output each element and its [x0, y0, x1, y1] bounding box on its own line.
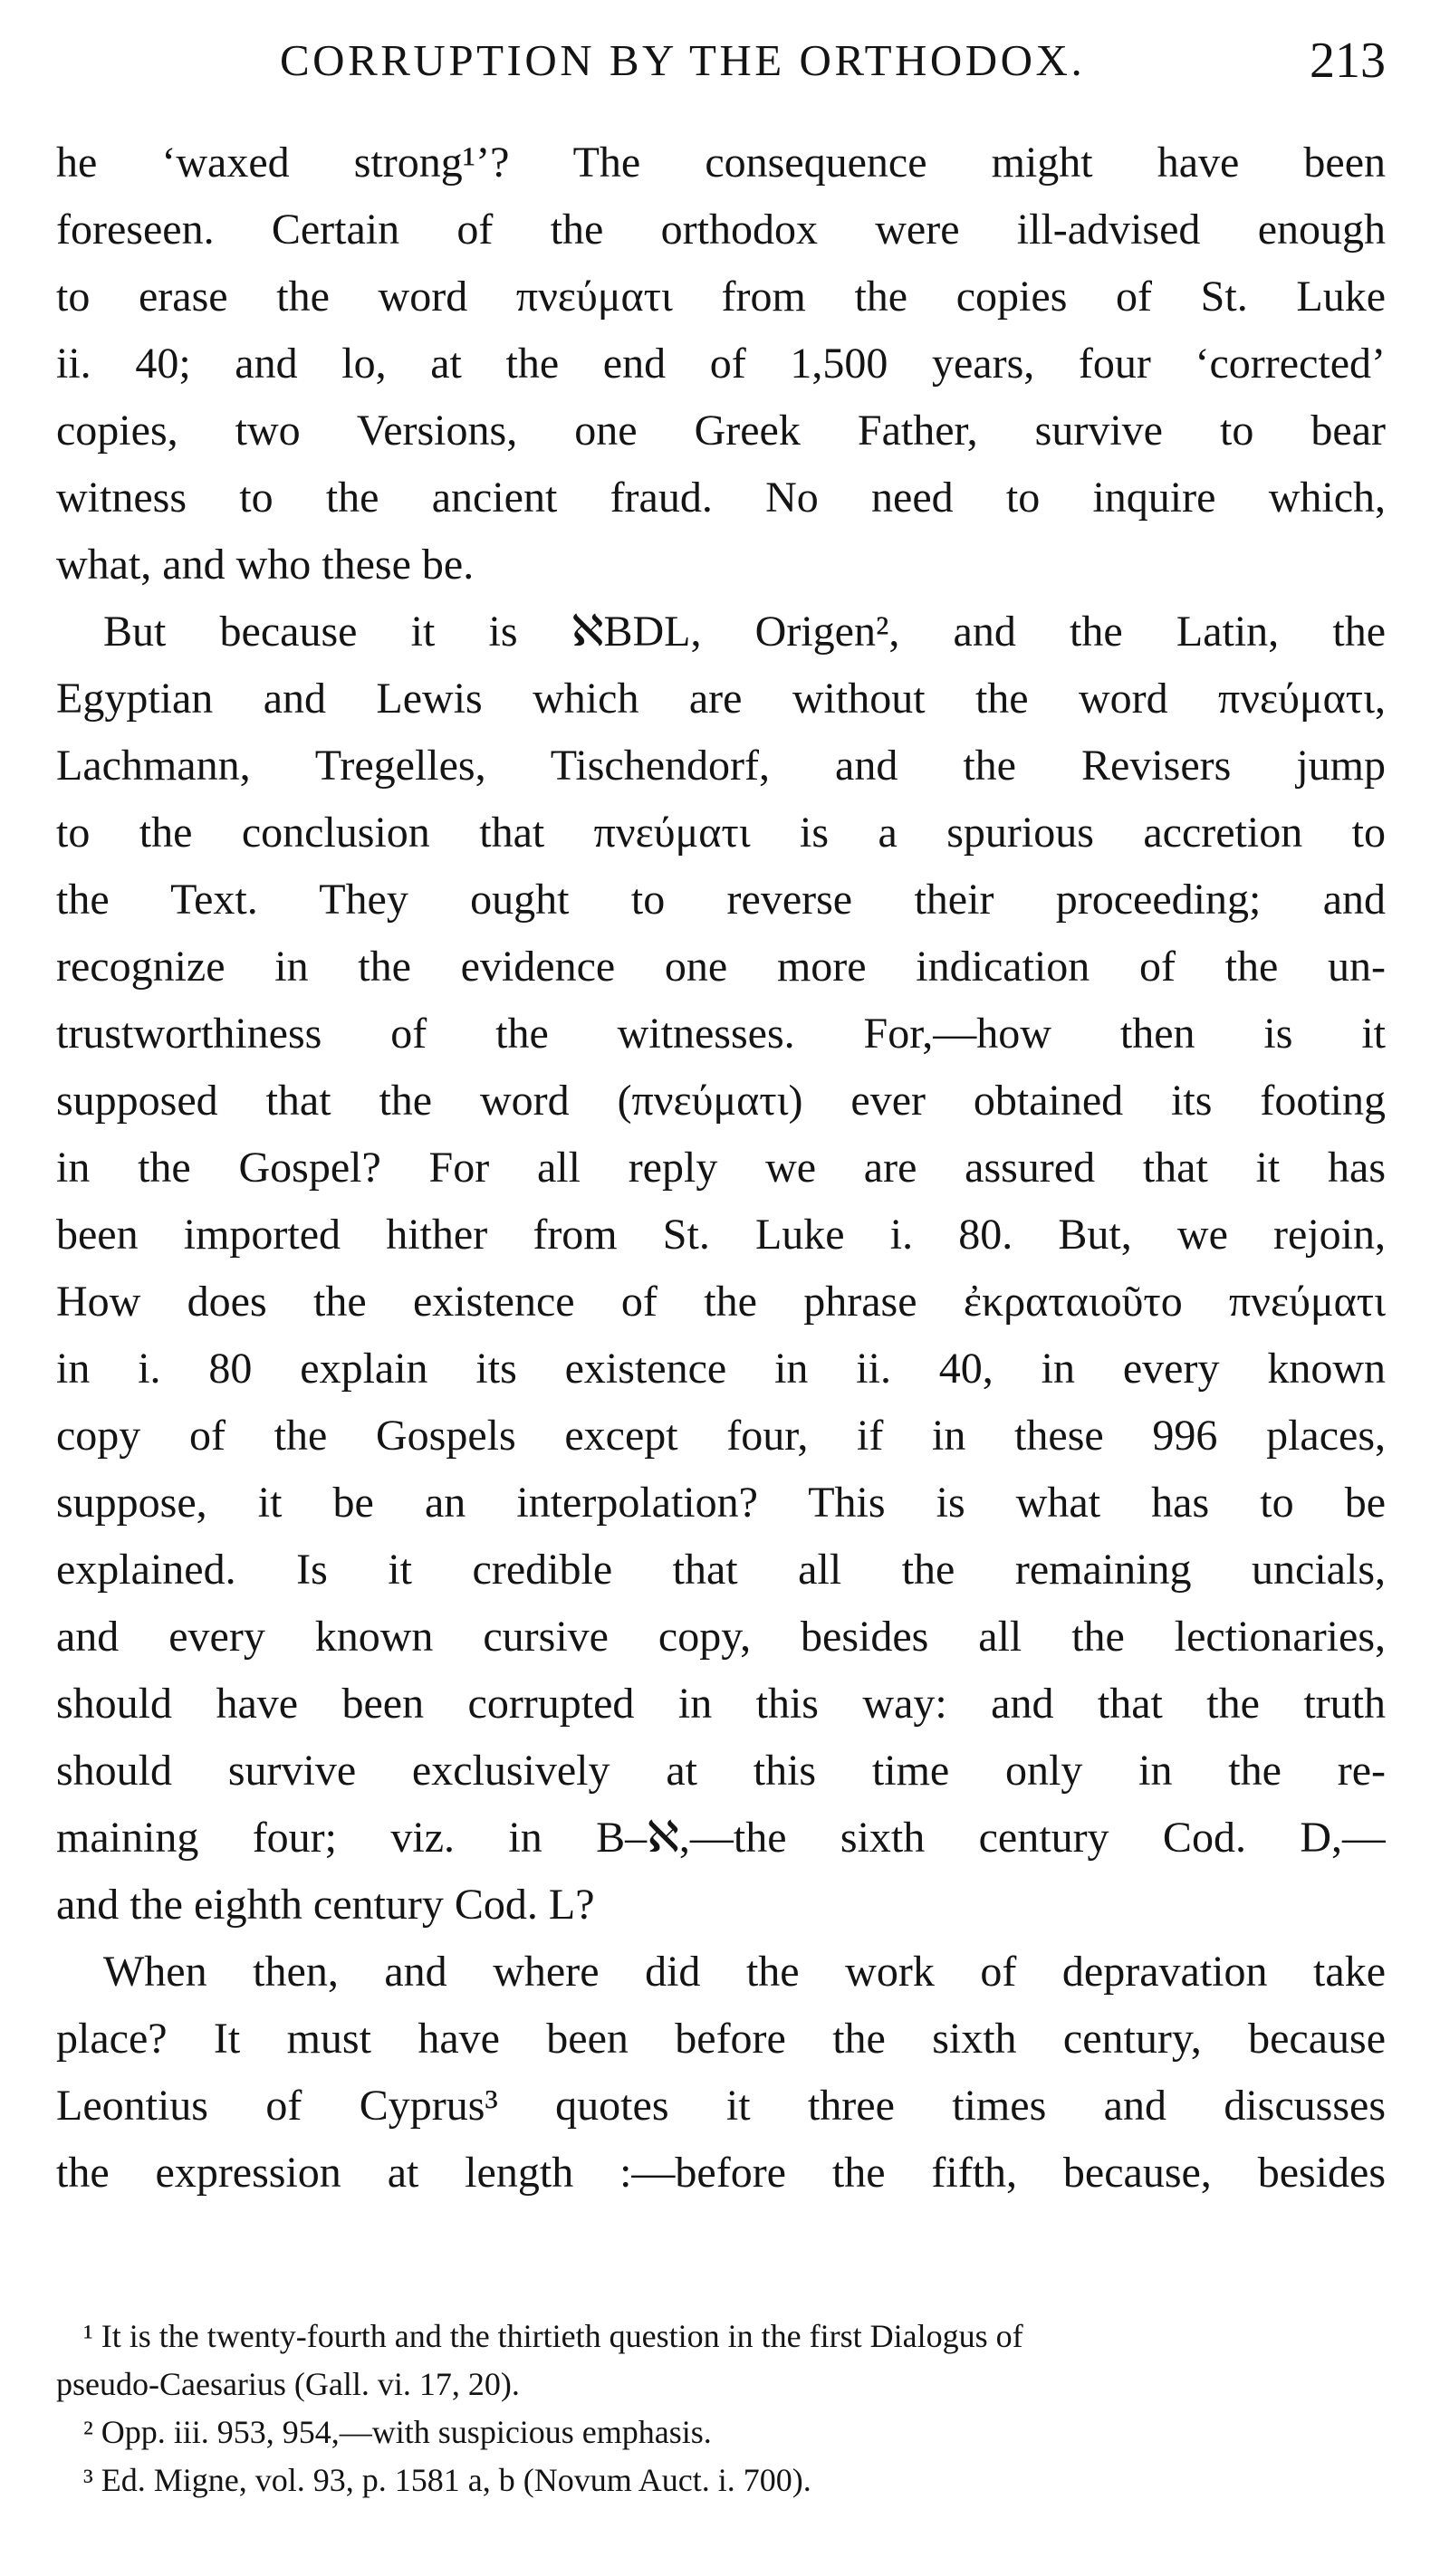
text-line: recognize in the evidence one more indication of the un-: [56, 943, 1386, 991]
body-text: [56, 129, 1386, 2207]
text-line: supposed that the word (πνεύματι) ever obtained its footing: [56, 1077, 1386, 1125]
text-line: But because it is ℵBDL, Origen², and the Latin, the: [103, 608, 1386, 656]
text-line: foreseen. Certain of the orthodox were ill-advised enough: [56, 206, 1386, 254]
text-line: copies, two Versions, one Greek Father, survive to bear: [56, 407, 1386, 455]
text-line: How does the existence of the phrase ἐκραταιοῦτο πνεύματι: [56, 1278, 1386, 1326]
footnote-2: ² Opp. iii. 953, 954,—with suspicious emphasis.: [83, 2414, 712, 2450]
text-line: suppose, it be an interpolation? This is what has to be: [56, 1479, 1386, 1527]
text-line: the Text. They ought to reverse their proceeding; and: [56, 876, 1386, 924]
text-line: should have been corrupted in this way: and that the truth: [56, 1680, 1386, 1728]
text-line: maining four; viz. in B–ℵ,—the sixth century Cod. D,—: [56, 1814, 1386, 1862]
text-line: Egyptian and Lewis which are without the word πνεύματι,: [56, 675, 1386, 723]
text-line: copy of the Gospels except four, if in these 996 places,: [56, 1412, 1386, 1460]
footnotes: [56, 2313, 1386, 2504]
text-line: the expression at length :—before the fifth, because, besides: [56, 2149, 1386, 2197]
running-title: CORRUPTION BY THE ORTHODOX.: [280, 35, 1086, 85]
text-line: When then, and where did the work of depravation take: [103, 1948, 1386, 1996]
running-head: [56, 29, 1386, 92]
footnote-3: ³ Ed. Migne, vol. 93, p. 1581 a, b (Novum Auct. i. 700).: [83, 2462, 811, 2498]
text-line: ii. 40; and lo, at the end of 1,500 years, four ‘corrected’: [56, 340, 1386, 388]
text-line: and every known cursive copy, besides all the lectionaries,: [56, 1613, 1386, 1661]
text-line: and the eighth century Cod. L?: [56, 1881, 595, 1929]
text-line: in the Gospel? For all reply we are assured that it has: [56, 1144, 1386, 1192]
text-line: Lachmann, Tregelles, Tischendorf, and the Revisers jump: [56, 742, 1386, 790]
footnote-1: ¹ It is the twenty-fourth and the thirtieth question in the first Dialogus of: [83, 2318, 1023, 2354]
text-line: to erase the word πνεύματι from the copies of St. Luke: [56, 273, 1386, 321]
text-line: to the conclusion that πνεύματι is a spurious accretion to: [56, 809, 1386, 857]
text-line: place? It must have been before the sixth century, because: [56, 2015, 1386, 2063]
footnote-1-continued: pseudo-Caesarius (Gall. vi. 17, 20).: [56, 2366, 520, 2402]
text-line: Leontius of Cyprus³ quotes it three times and discusses: [56, 2082, 1386, 2130]
text-line: what, and who these be.: [56, 541, 475, 589]
page-number: 213: [1310, 33, 1386, 89]
text-line: trustworthiness of the witnesses. For,—how then is it: [56, 1010, 1386, 1058]
text-line: in i. 80 explain its existence in ii. 40, in every known: [56, 1345, 1386, 1393]
text-line: he ‘waxed strong¹’? The consequence might have been: [56, 139, 1386, 187]
text-line: been imported hither from St. Luke i. 80. But, we rejoin,: [56, 1211, 1386, 1259]
text-line: should survive exclusively at this time only in the re-: [56, 1747, 1386, 1795]
text-line: explained. Is it credible that all the remaining uncials,: [56, 1546, 1386, 1594]
text-line: witness to the ancient fraud. No need to inquire which,: [56, 474, 1386, 522]
